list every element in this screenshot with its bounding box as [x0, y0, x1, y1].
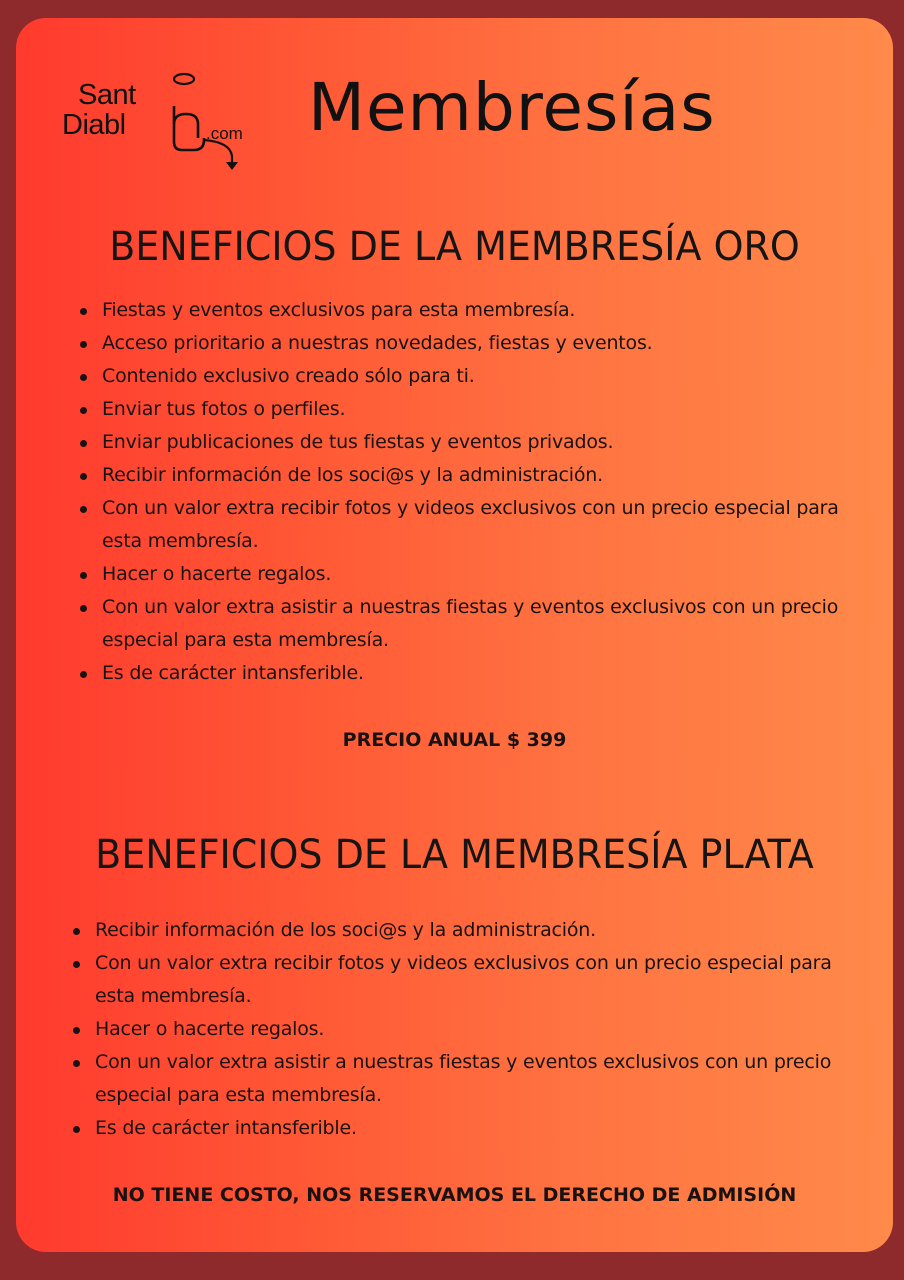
- logo-text-com: .com: [206, 124, 243, 143]
- list-item: Enviar tus fotos o perfiles.: [76, 393, 856, 426]
- list-item: Acceso prioritario a nuestras novedades, fiestas y eventos.: [76, 327, 856, 360]
- list-item: Contenido exclusivo creado sólo para ti.: [76, 360, 856, 393]
- membership-card: [16, 18, 893, 1252]
- list-item: Fiestas y eventos exclusivos para esta membresía.: [76, 294, 856, 327]
- oro-heading: BENEFICIOS DE LA MEMBRESÍA ORO: [109, 224, 800, 270]
- list-item: Recibir información de los soci@s y la administración.: [76, 459, 856, 492]
- list-item: Con un valor extra asistir a nuestras fiestas y eventos exclusivos con un precio especial para esta membresía.: [76, 591, 856, 657]
- list-item: Es de carácter intansferible.: [69, 1112, 849, 1145]
- santdiabla-logo[interactable]: [60, 68, 260, 178]
- list-item: Es de carácter intansferible.: [76, 657, 856, 690]
- list-item: Con un valor extra asistir a nuestras fiestas y eventos exclusivos con un precio especial para esta membresía.: [69, 1046, 849, 1112]
- logo-text-sant: Sant: [78, 79, 136, 111]
- plata-price-note: NO TIENE COSTO, NOS RESERVAMOS EL DERECHO DE ADMISIÓN: [112, 1184, 797, 1206]
- plata-heading: BENEFICIOS DE LA MEMBRESÍA PLATA: [95, 832, 814, 878]
- list-item: Recibir información de los soci@s y la administración.: [69, 914, 849, 947]
- list-item: Hacer o hacerte regalos.: [76, 558, 856, 591]
- oro-price: PRECIO ANUAL $ 399: [342, 729, 567, 751]
- list-item: Con un valor extra recibir fotos y videos exclusivos con un precio especial para esta membresía.: [69, 947, 849, 1013]
- logo-text-diabl: Diabl: [62, 109, 126, 141]
- list-item: Enviar publicaciones de tus fiestas y eventos privados.: [76, 426, 856, 459]
- oro-benefits-list: [76, 294, 856, 690]
- list-item: Hacer o hacerte regalos.: [69, 1013, 849, 1046]
- plata-benefits-list: [69, 914, 849, 1145]
- list-item: Con un valor extra recibir fotos y videos exclusivos con un precio especial para esta membresía.: [76, 492, 856, 558]
- page-title: Membresías: [308, 69, 716, 146]
